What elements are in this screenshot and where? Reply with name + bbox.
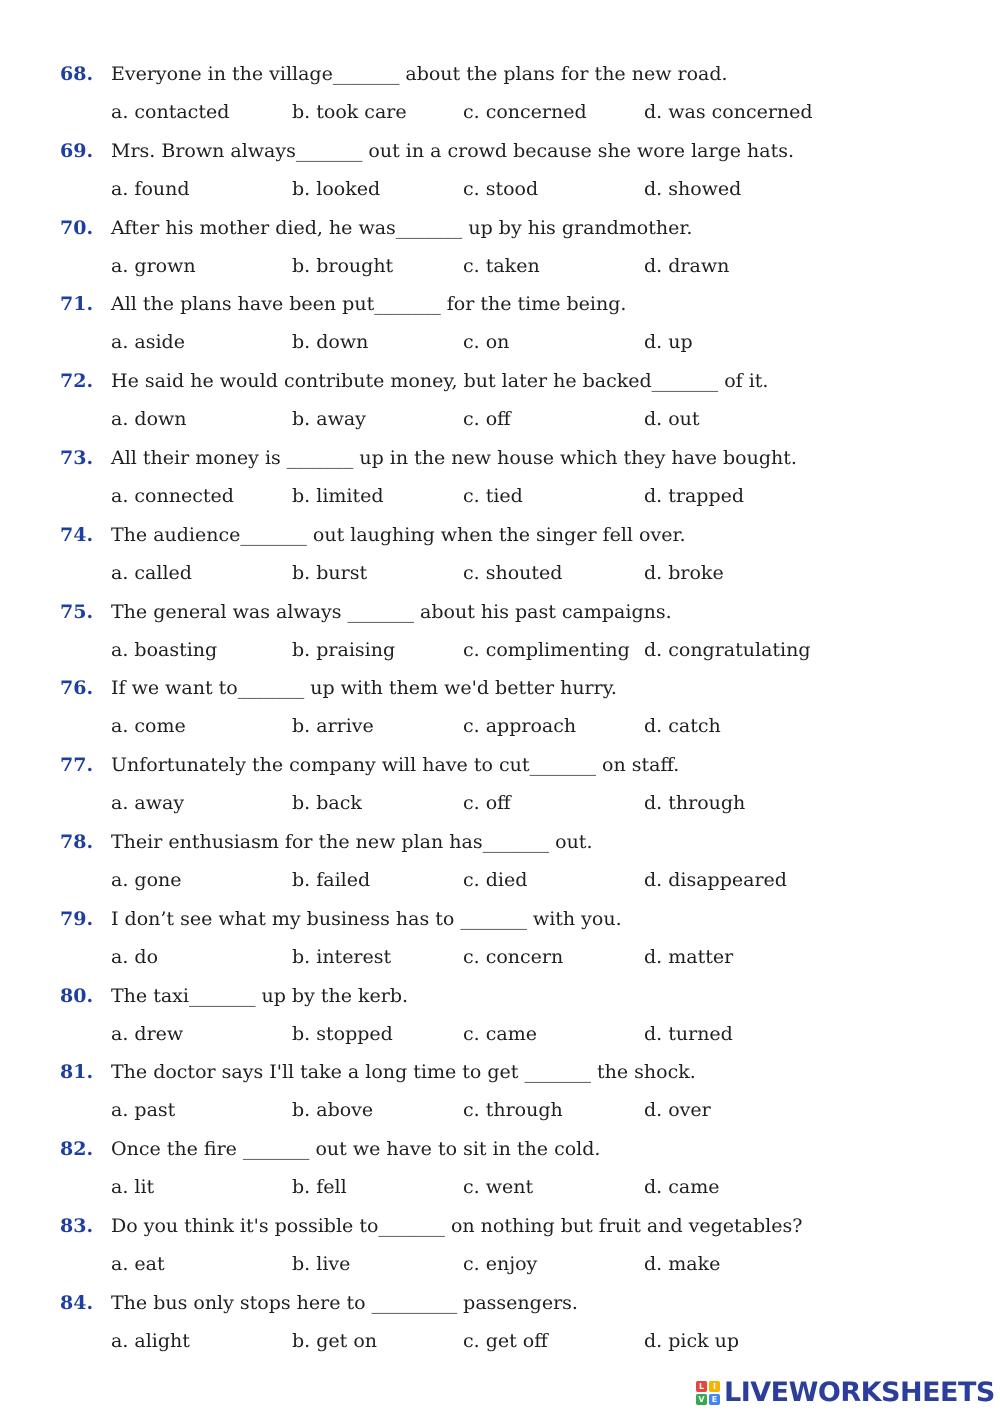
question-text: Unfortunately the company will have to cut_______ on staff. <box>111 754 680 777</box>
question-text: The bus only stops here to _________ passengers. <box>111 1291 578 1314</box>
answer-option-a[interactable]: a. away <box>111 792 185 815</box>
question-item <box>0 215 1000 292</box>
question-item <box>0 599 1000 676</box>
answer-option-b[interactable]: b. limited <box>292 485 384 507</box>
answer-option-a[interactable]: a. found <box>111 177 190 200</box>
answer-option-b[interactable]: b. live <box>292 1253 351 1275</box>
answer-option-c[interactable]: c. tied <box>463 485 523 507</box>
answer-option-a[interactable]: a. past <box>111 1099 176 1122</box>
question-item <box>0 983 1000 1060</box>
answer-option-d[interactable]: d. up <box>644 331 693 354</box>
answer-option-a[interactable]: a. come <box>111 715 186 738</box>
question-text: He said he would contribute money, but later he backed_______ of it. <box>111 370 769 393</box>
answer-option-a[interactable]: a. gone <box>111 869 182 891</box>
answer-option-d[interactable]: d. pick up <box>644 1329 740 1352</box>
answer-option-c[interactable]: c. died <box>463 869 528 891</box>
question-text: All the plans have been put_______ for the time being. <box>111 293 627 316</box>
answer-option-a[interactable]: a. down <box>111 408 187 431</box>
question-item <box>0 1059 1000 1136</box>
answer-option-a[interactable]: a. grown <box>111 254 196 277</box>
question-text: Everyone in the village_______ about the plans for the new road. <box>111 63 728 85</box>
question-item <box>0 1136 1000 1213</box>
answer-option-d[interactable]: d. catch <box>644 715 721 738</box>
answer-option-b[interactable]: b. get on <box>292 1329 377 1352</box>
question-text: The audience_______ out laughing when the singer fell over. <box>111 523 686 546</box>
question-number: 73. <box>60 447 94 469</box>
answer-option-d[interactable]: d. make <box>644 1253 721 1275</box>
answer-option-c[interactable]: c. concern <box>463 945 564 968</box>
question-number: 80. <box>60 984 94 1007</box>
question-item <box>0 1213 1000 1290</box>
answer-option-d[interactable]: d. over <box>644 1099 711 1122</box>
answer-option-b[interactable]: b. failed <box>292 869 371 891</box>
logo-tile-v: V <box>696 1394 707 1405</box>
answer-option-b[interactable]: b. interest <box>292 945 392 968</box>
question-number: 71. <box>60 293 94 316</box>
question-number: 75. <box>60 600 94 623</box>
answer-option-a[interactable]: a. connected <box>111 485 234 507</box>
answer-option-b[interactable]: b. praising <box>292 638 396 661</box>
answer-option-d[interactable]: d. was concerned <box>644 101 813 123</box>
answer-option-d[interactable]: d. broke <box>644 561 724 584</box>
answer-option-c[interactable]: c. stood <box>463 177 539 200</box>
answer-option-b[interactable]: b. away <box>292 408 366 431</box>
answer-option-c[interactable]: c. approach <box>463 715 577 738</box>
question-text: Mrs. Brown always_______ out in a crowd because she wore large hats. <box>111 139 795 162</box>
question-text: Their enthusiasm for the new plan has_______ out. <box>111 831 593 853</box>
answer-option-c[interactable]: c. concerned <box>463 101 587 123</box>
question-text: Once the fire _______ out we have to sit in the cold. <box>111 1138 601 1161</box>
answer-option-b[interactable]: b. stopped <box>292 1022 393 1045</box>
logo-grid-icon <box>696 1381 722 1407</box>
answer-option-a[interactable]: a. drew <box>111 1022 184 1045</box>
answer-option-c[interactable]: c. shouted <box>463 561 563 584</box>
question-number: 77. <box>60 754 94 777</box>
answer-option-d[interactable]: d. trapped <box>644 485 745 507</box>
answer-option-c[interactable]: c. get off <box>463 1329 548 1352</box>
question-number: 83. <box>60 1215 94 1237</box>
answer-option-b[interactable]: b. brought <box>292 254 394 277</box>
answer-option-b[interactable]: b. above <box>292 1099 374 1122</box>
question-text: All their money is _______ up in the new house which they have bought. <box>111 447 797 469</box>
answer-option-a[interactable]: a. alight <box>111 1329 190 1352</box>
answer-option-b[interactable]: b. arrive <box>292 715 374 738</box>
answer-option-d[interactable]: d. showed <box>644 177 742 200</box>
question-item <box>0 1290 1000 1367</box>
answer-option-d[interactable]: d. came <box>644 1176 720 1199</box>
answer-option-d[interactable]: d. disappeared <box>644 869 787 891</box>
answer-option-a[interactable]: a. aside <box>111 331 185 354</box>
logo-brand-text: LIVEWORKSHEETS <box>724 1377 995 1408</box>
logo-tile-e: E <box>709 1394 720 1405</box>
question-item <box>0 675 1000 752</box>
logo-tile-l: L <box>696 1381 707 1392</box>
question-number: 84. <box>60 1291 94 1314</box>
answer-option-c[interactable]: c. came <box>463 1022 537 1045</box>
question-text: Do you think it's possible to_______ on nothing but fruit and vegetables? <box>111 1215 803 1237</box>
answer-option-d[interactable]: d. out <box>644 408 700 431</box>
question-item <box>0 906 1000 983</box>
answer-option-b[interactable]: b. looked <box>292 177 381 200</box>
answer-option-b[interactable]: b. down <box>292 331 369 354</box>
answer-option-a[interactable]: a. called <box>111 561 192 584</box>
question-item <box>0 829 1000 906</box>
answer-option-d[interactable]: d. drawn <box>644 254 730 277</box>
question-item <box>0 61 1000 138</box>
answer-option-b[interactable]: b. burst <box>292 561 368 584</box>
question-text: If we want to_______ up with them we'd better hurry. <box>111 677 617 700</box>
question-number: 70. <box>60 216 94 239</box>
question-text: I don’t see what my business has to _______ with you. <box>111 907 622 930</box>
answer-option-d[interactable]: d. congratulating <box>644 638 811 661</box>
question-number: 79. <box>60 907 94 930</box>
question-text: The doctor says I'll take a long time to get _______ the shock. <box>111 1061 696 1084</box>
question-number: 76. <box>60 677 94 700</box>
question-item <box>0 445 1000 522</box>
answer-option-c[interactable]: c. taken <box>463 254 540 277</box>
question-number: 74. <box>60 523 94 546</box>
answer-option-c[interactable]: c. off <box>463 792 511 815</box>
answer-option-a[interactable]: a. do <box>111 945 159 968</box>
question-item <box>0 291 1000 368</box>
question-number: 81. <box>60 1061 94 1084</box>
answer-option-a[interactable]: a. boasting <box>111 638 218 661</box>
answer-option-c[interactable]: c. on <box>463 331 510 354</box>
question-item <box>0 368 1000 445</box>
question-number: 72. <box>60 370 94 393</box>
answer-option-b[interactable]: b. back <box>292 792 362 815</box>
answer-option-d[interactable]: d. through <box>644 792 746 815</box>
question-number: 82. <box>60 1138 94 1161</box>
answer-option-c[interactable]: c. enjoy <box>463 1253 538 1275</box>
answer-option-d[interactable]: d. turned <box>644 1022 733 1045</box>
answer-option-a[interactable]: a. contacted <box>111 101 230 123</box>
question-text: After his mother died, he was_______ up by his grandmother. <box>111 216 693 239</box>
question-number: 78. <box>60 831 94 853</box>
answer-option-c[interactable]: c. off <box>463 408 511 431</box>
answer-option-b[interactable]: b. fell <box>292 1176 347 1199</box>
question-item <box>0 752 1000 829</box>
liveworksheets-logo <box>696 1378 996 1408</box>
question-text: The general was always _______ about his past campaigns. <box>111 600 672 623</box>
logo-tile-i: I <box>709 1381 720 1392</box>
question-number: 69. <box>60 139 94 162</box>
question-number: 68. <box>60 63 94 85</box>
question-text: The taxi_______ up by the kerb. <box>111 984 409 1007</box>
answer-option-d[interactable]: d. matter <box>644 945 734 968</box>
answer-option-a[interactable]: a. lit <box>111 1176 155 1199</box>
answer-option-b[interactable]: b. took care <box>292 101 407 123</box>
answer-option-a[interactable]: a. eat <box>111 1253 165 1275</box>
question-item <box>0 138 1000 215</box>
answer-option-c[interactable]: c. complimenting <box>463 638 630 661</box>
answer-option-c[interactable]: c. through <box>463 1099 563 1122</box>
answer-option-c[interactable]: c. went <box>463 1176 534 1199</box>
question-item <box>0 522 1000 599</box>
